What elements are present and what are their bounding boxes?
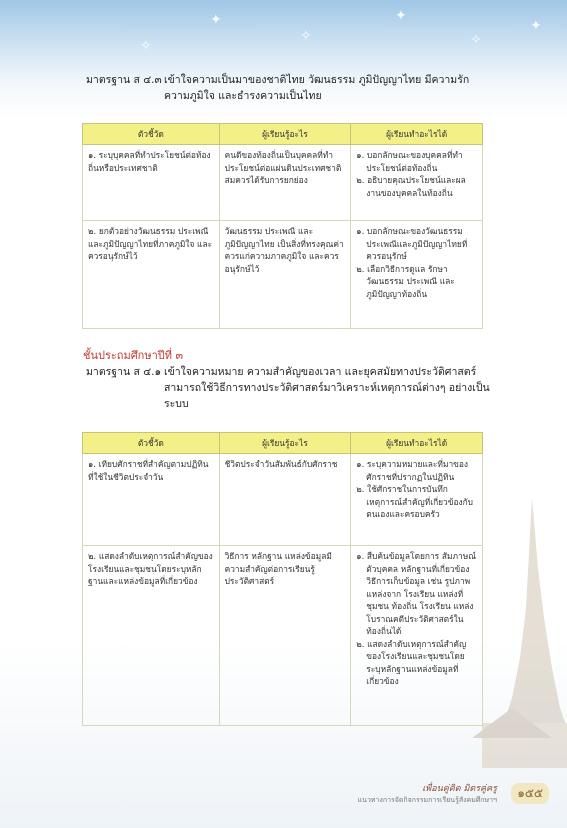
header-learn: ผู้เรียนรู้อะไร [219,124,351,145]
indicator-cell: ๒. แสดงลำดับเหตุการณ์สำคัญของโรงเรียนและชุมชนโดยระบุหลักฐานและแหล่งข้อมูลที่เกี่ยวข้อง [83,546,220,726]
do-cell [351,546,483,726]
footer-subtitle: แนวทางการจัดกิจกรรมการเรียนรู้สังคมศึกษาฯ [357,796,497,804]
grade-heading: ชั้นประถมศึกษาปีที่ ๓ [83,349,184,362]
header-indicator: ตัวชี้วัด [83,124,220,145]
table-row [83,145,483,221]
indicator-table-2 [82,432,483,726]
indicator-cell: ๑. เทียบศักราชที่สำคัญตามปฏิทินที่ใช้ในชีวิตประจำวัน [83,454,220,546]
do-cell [351,454,483,546]
header-learn: ผู้เรียนรู้อะไร [219,433,351,454]
table-header-row [83,124,483,145]
learn-cell: วัฒนธรรม ประเพณี และภูมิปัญญาไทย เป็นสิ่งที่ทรงคุณค่าควรแก่ความภาคภูมิใจ และควรอนุรักษ์ไว้ [219,221,351,329]
table-row [83,546,483,726]
learn-cell: ชีวิตประจำวันสัมพันธ์กับศักราช [219,454,351,546]
learn-cell: วิธีการ หลักฐาน แหล่งข้อมูลมีความสำคัญต่อการเรียนรู้ประวัติศาสตร์ [219,546,351,726]
standard-text: ความภูมิใจ และธำรงความเป็นไทย [164,90,322,102]
sparkle-icon: ✧ [300,28,312,44]
sparkle-icon: ✦ [210,12,222,28]
list-item: ๒. ใช้ศักราชในการบันทึกเหตุการณ์สำคัญที่เกี่ยวข้องกับตนเองและครอบครัว [356,484,473,519]
header-do: ผู้เรียนทำอะไรได้ [351,433,483,454]
footer-title: เพื่อนคู่คิด มิตรคู่ครู [422,784,497,794]
sparkle-icon: ✧ [470,32,482,48]
standard-code: มาตรฐาน ส ๔.๑ [86,366,162,378]
standard-text: เข้าใจความเป็นมาของชาติไทย วัฒนธรรม ภูมิปัญญาไทย มีความรัก [164,74,470,86]
header-indicator: ตัวชี้วัด [83,433,220,454]
sparkle-icon: ✦ [530,18,542,34]
list-item: ๑. บอกลักษณะของบุคคลที่ทำประโยชน์ต่อท้องถิ่น [356,150,463,173]
indicator-cell: ๒. ยกตัวอย่างวัฒนธรรม ประเพณี และภูมิปัญญาไทยที่ภาคภูมิใจ และควรอนุรักษ์ไว้ [83,221,220,329]
list-item: ๑. สืบค้นข้อมูลโดยการ สัมภาษณ์ตัวบุคคล หลักฐานที่เกี่ยวข้อง วิธีการเก็บข้อมูล เช่น รูปภาพ แหล่งจาก โรงเรียน แหล่งที่ชุมชน ท้องถิ่น โรงเรียน แหล่งโบราณคดีประวัติศาสตร์ในท้องถิ่นได้ [356,551,476,636]
indicator-table-1 [82,123,483,329]
standard-text: เข้าใจความหมาย ความสำคัญของเวลา และยุคสมัยทางประวัติศาสตร์ [164,366,477,378]
table-row [83,454,483,546]
learn-cell: คนดีของท้องถิ่นเป็นบุคคลที่ทำประโยชน์ต่อแผ่นดินประเทศชาติ สมควรได้รับการยกย่อง [219,145,351,221]
list-item: ๒. แสดงลำดับเหตุการณ์สำคัญของโรงเรียนและชุมชนโดยระบุหลักฐานแหล่งข้อมูลที่เกี่ยวข้อง [356,638,467,686]
sparkle-icon: ✦ [395,8,407,24]
page-footer [358,781,549,806]
table-row [83,221,483,329]
list-item: ๒. เลือกวิธีการดูแล รักษา วัฒนธรรม ประเพณี และภูมิปัญญาท้องถิ่น [356,263,455,299]
do-cell [351,221,483,329]
temple-illustration-icon [472,498,567,768]
do-cell [351,145,483,221]
table-header-row [83,433,483,454]
indicator-cell: ๑. ระบุบุคคลที่ทำประโยชน์ต่อท้องถิ่นหรือประเทศชาติ [83,145,220,221]
standard-2 [86,364,490,412]
sparkle-icon: ✧ [140,38,152,54]
list-item: ๑. ระบุความหมายและที่มาของศักราชที่ปรากฏในปฏิทิน [356,459,469,482]
list-item: ๑. บอกลักษณะของวัฒนธรรม ประเพณีและภูมิปัญญาไทยที่ควรอนุรักษ์ [356,226,468,261]
standard-code: มาตรฐาน ส ๔.๓ [86,74,162,86]
standard-text: ระบบ [164,398,189,410]
page-number: ๑๕๕ [511,783,549,804]
standard-text: สามารถใช้วิธีการทางประวัติศาสตร์มาวิเคราะห์เหตุการณ์ต่างๆ อย่างเป็น [164,382,490,394]
header-do: ผู้เรียนทำอะไรได้ [351,124,483,145]
standard-1 [86,72,469,104]
list-item: ๒. อธิบายคุณประโยชน์และผลงานของบุคคลในท้องถิ่น [356,175,466,198]
